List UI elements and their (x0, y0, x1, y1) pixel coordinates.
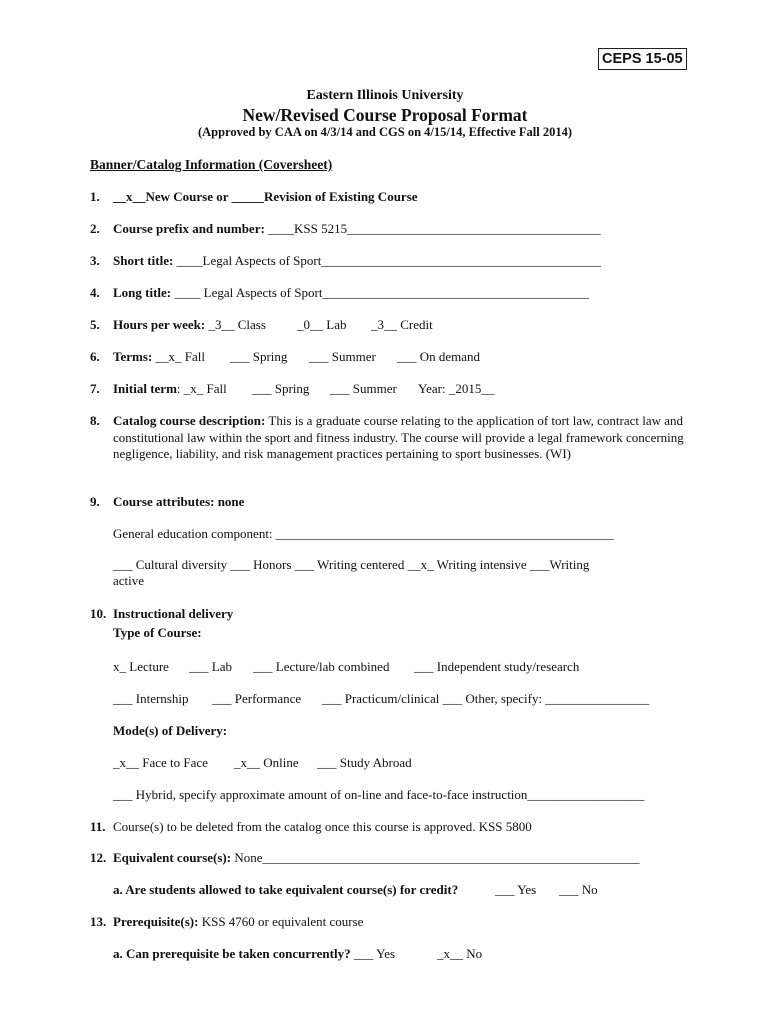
course-prefix-field (113, 221, 601, 237)
initial-year: Year: _2015__ (418, 381, 495, 396)
type-lecture: x_ Lecture (113, 659, 169, 674)
item-number: 11. (90, 819, 106, 834)
term-on-demand: ___ On demand (397, 349, 481, 364)
item-number: 10. (90, 606, 107, 621)
form-title: New/Revised Course Proposal Format (242, 105, 528, 125)
approval-note: (Approved by CAA on 4/3/14 and CGS on 4/15/14, Effective Fall 2014) (197, 125, 573, 139)
hours-per-week-field (113, 317, 266, 333)
item-number: 1. (90, 189, 100, 204)
university-name: Eastern Illinois University (306, 88, 464, 103)
field-label: Equivalent course(s): (113, 850, 232, 865)
mode-face-to-face: _x__ Face to Face (113, 755, 208, 770)
course-type-line: __x__New Course or _____Revision of Existing Course (113, 189, 418, 204)
term-summer: ___ Summer (309, 349, 376, 364)
field-value: ____KSS 5215_______________________________________ (264, 221, 601, 236)
term-spring: ___ Spring (230, 349, 288, 364)
credit-hours: _3__ Credit (371, 317, 433, 332)
item-number: 5. (90, 317, 100, 332)
item-number: 6. (90, 349, 100, 364)
item-number: 2. (90, 221, 100, 236)
concurrent-question-line (113, 946, 395, 962)
term-fall: __x_ Fall (152, 349, 205, 364)
type-lab: ___ Lab (189, 659, 232, 674)
section-heading: Banner/Catalog Information (Coversheet) (90, 157, 333, 172)
equivalent-credit-question: a. Are students allowed to take equivalent course(s) for credit? (113, 882, 459, 897)
concurrent-yes: ___ Yes (350, 946, 396, 961)
field-label: Catalog course description: (113, 413, 266, 428)
item-number: 9. (90, 494, 100, 509)
initial-spring: ___ Spring (252, 381, 310, 396)
field-value: None__________________________________________________________ (231, 850, 640, 865)
attributes-line: ___ Cultural diversity ___ Honors ___ Writing centered __x_ Writing intensive ___Writing (113, 557, 590, 572)
field-label: Terms: (113, 349, 153, 364)
gen-ed-component: General education component: ____________________________________________________ (113, 526, 614, 541)
field-label: Initial term (113, 381, 177, 396)
field-value: ____ Legal Aspects of Sport_________________________________________ (171, 285, 589, 300)
item-number: 4. (90, 285, 100, 300)
field-label: Hours per week: (113, 317, 206, 332)
prerequisites-field (113, 914, 363, 930)
field-value: ____Legal Aspects of Sport___________________________________________ (173, 253, 601, 268)
mode-online: _x__ Online (234, 755, 299, 770)
terms-field (113, 349, 205, 365)
initial-fall: : _x_ Fall (176, 381, 227, 396)
item-number: 12. (90, 850, 107, 865)
document-code-badge: CEPS 15-05 (598, 48, 687, 70)
lab-hours: _0__ Lab (297, 317, 347, 332)
type-practicum-other: ___ Practicum/clinical ___ Other, specify: ________________ (322, 691, 650, 706)
concurrent-question: a. Can prerequisite be taken concurrently? (113, 946, 351, 961)
item-number: 7. (90, 381, 100, 396)
item-number: 8. (90, 413, 100, 428)
instructional-delivery-label: Instructional delivery (113, 606, 234, 621)
course-attributes-label: Course attributes: none (113, 494, 245, 509)
type-of-course-label: Type of Course: (113, 625, 202, 640)
deleted-courses-line: Course(s) to be deleted from the catalog once this course is approved. KSS 5800 (113, 819, 532, 834)
type-independent: ___ Independent study/research (414, 659, 580, 674)
mode-of-delivery-label: Mode(s) of Delivery: (113, 723, 228, 738)
equivalent-courses-field (113, 850, 640, 866)
mode-hybrid: ___ Hybrid, specify approximate amount of on-line and face-to-face instruction__________________ (113, 787, 645, 802)
description-text: This is a graduate course relating to the application of tort law, contract law and constitutional law within the sport and fitness industry. The course will provide a legal framework concerning negligence, liability, and risk management practices pertaining to sport businesses. (WI) (113, 413, 684, 461)
long-title-field (113, 285, 589, 301)
field-label: Long title: (113, 285, 172, 300)
concurrent-no: _x__ No (437, 946, 483, 961)
short-title-field (113, 253, 601, 269)
mode-study-abroad: ___ Study Abroad (317, 755, 412, 770)
initial-term-field (113, 381, 227, 397)
field-label: Course prefix and number: (113, 221, 265, 236)
field-label: Prerequisite(s): (113, 914, 199, 929)
type-lecture-lab: ___ Lecture/lab combined (253, 659, 390, 674)
type-performance: ___ Performance (212, 691, 302, 706)
field-value: KSS 4760 or equivalent course (198, 914, 364, 929)
item-number: 13. (90, 914, 107, 929)
catalog-description (113, 413, 688, 463)
equivalent-no: ___ No (559, 882, 598, 897)
class-hours: _3__ Class (205, 317, 266, 332)
type-internship: ___ Internship (113, 691, 189, 706)
attributes-line-cont: active (113, 573, 145, 588)
equivalent-yes: ___ Yes (495, 882, 537, 897)
item-number: 3. (90, 253, 100, 268)
initial-summer: ___ Summer (330, 381, 397, 396)
field-label: Short title: (113, 253, 174, 268)
